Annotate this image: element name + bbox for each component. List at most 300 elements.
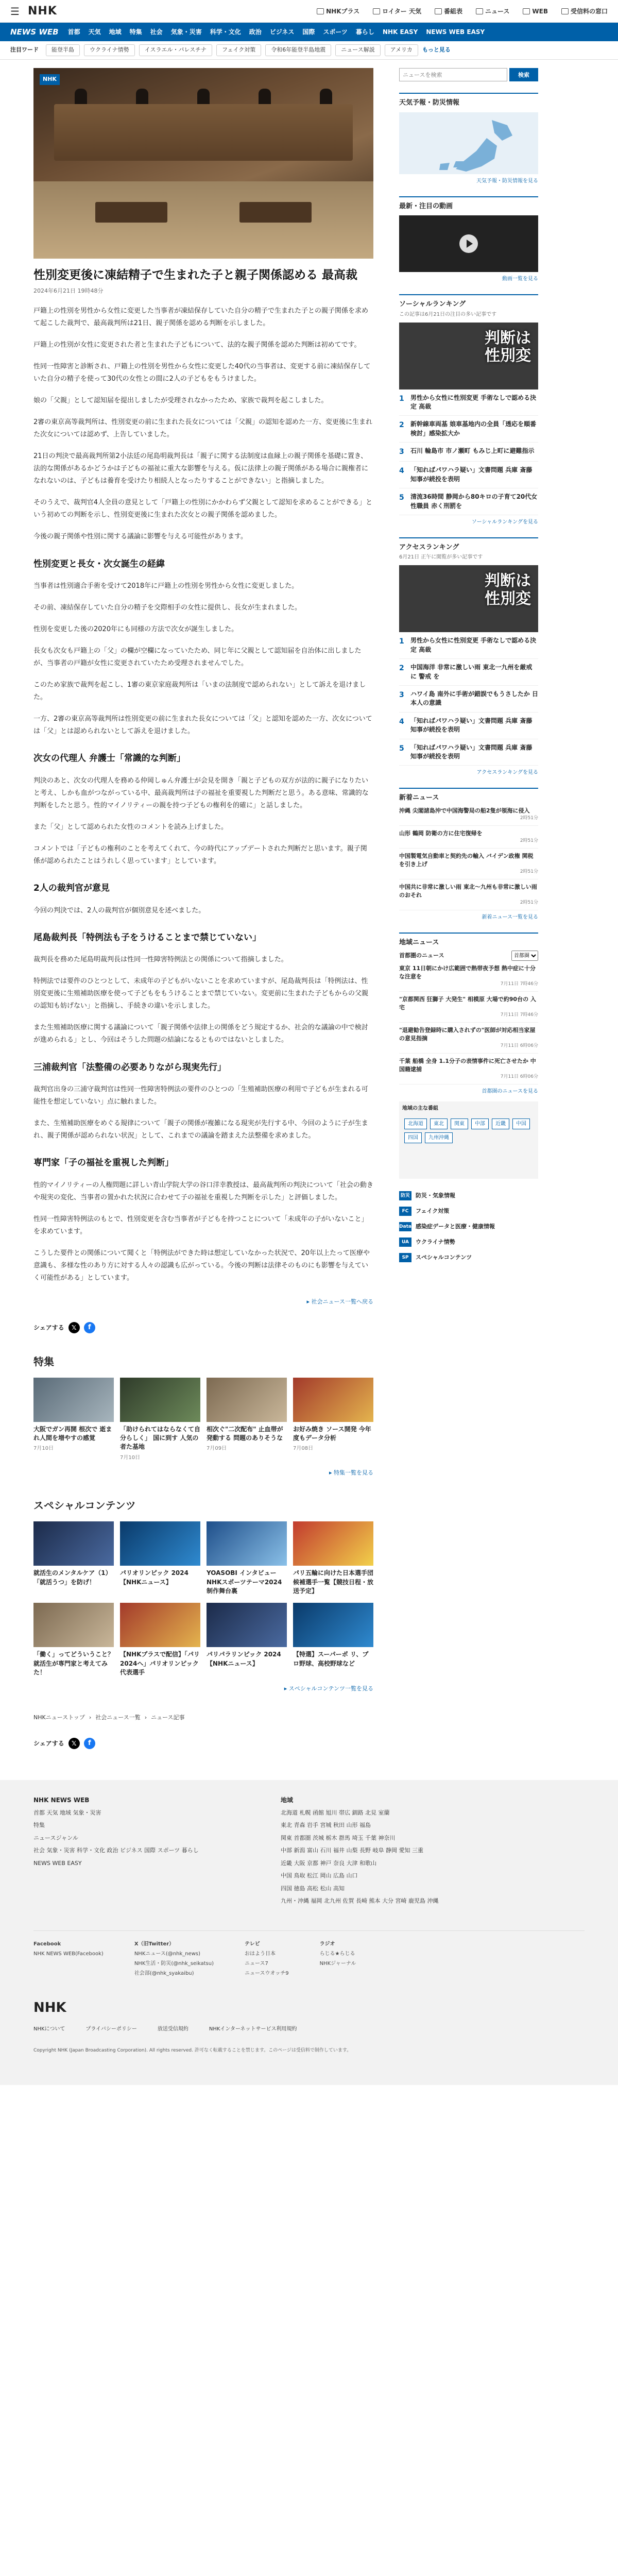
- footer-link-row[interactable]: 東北 青森 岩手 宮城 秋田 山形 福島: [281, 1822, 371, 1829]
- card-thumbnail: [33, 1521, 114, 1566]
- article-date: 2024年6月21日 19時48分: [33, 287, 104, 295]
- nav-items: [68, 27, 485, 37]
- paragraph: 今後の親子関係や性別に関する議論に影響を与える可能性があります。: [33, 533, 247, 541]
- ranking-title: 「知ればパワハラ疑い」文書問題 兵庫 斎藤知事が続投を表明: [410, 743, 533, 760]
- access-ranking-box: [399, 537, 538, 776]
- region-tag[interactable]: 四国: [404, 1132, 422, 1143]
- nav-item[interactable]: 首都: [67, 28, 80, 36]
- news-title: 千葉 船橋 全身 1.1分子の表情事件に死亡させたか 中国籍逮捕: [399, 1057, 536, 1073]
- paragraph: 裁判長を務めた尾島明裁判長は性同一性障害特例法との関係について指摘しました。: [33, 956, 288, 964]
- ranking-number: 3: [399, 690, 404, 699]
- footer-social-link[interactable]: ニュース7: [245, 1960, 268, 1967]
- content-card[interactable]: [33, 1378, 114, 1462]
- breadcrumb-separator: ›: [89, 1714, 92, 1721]
- nav-item[interactable]: 政治: [249, 28, 262, 36]
- footer: [0, 1780, 618, 2086]
- special-title: スペシャルコンテンツ: [33, 1499, 136, 1512]
- footer-social-link[interactable]: おはよう日本: [245, 1951, 276, 1957]
- footer-link-row[interactable]: 社会 気象・災害 科学・文化 政治 ビジネス 国際 スポーツ 暮らし: [33, 1847, 199, 1854]
- card-title: パリパラリンピック 2024【NHKニュース】: [207, 1651, 281, 1667]
- news-title: 中国共に非常に激しい雨 東北〜九州も非常に激しい雨のおそれ: [399, 883, 537, 899]
- paragraph: また、生殖補助医療をめぐる規律について「親子の関係が複雑になる現実が先行する中、今回のように子が生まれ、親子関係が認められない状況」として、これまでの議論を踏まえた法整備を求めました。: [33, 1120, 368, 1140]
- paragraph: 性別を変更した後の2020年にも同様の方法で次女が誕生しました。: [33, 625, 238, 634]
- access-ranking-sub: 6月21日 正午に閲覧が多い記事です: [399, 554, 483, 561]
- ranking-item[interactable]: [399, 686, 538, 713]
- trending-chip[interactable]: ウクライナ情勢: [84, 44, 135, 56]
- share-label: シェアする: [33, 1739, 64, 1747]
- nhk-logo[interactable]: NHK: [28, 5, 57, 18]
- ranking-title: 新幹線車両基 娘車基地内の全員「透応を順番検討」感染拡大か: [410, 420, 537, 437]
- paragraph: そのうえで、裁判官4人全員の意見として「戸籍上の性別にかかわらず父親として認知を求めることができる」という初めての判断を示し、性別変更後に生まれた次女との親子関係を認めました。: [33, 499, 373, 519]
- paragraph: 2審の東京高等裁判所は、性別変更の前に生まれた長女については「父親」の認知を認めた一方、変更後に生まれた次女については認めず、上告していました。: [33, 418, 373, 439]
- footer-social-link[interactable]: 社会部(@nhk_syakaibu): [134, 1970, 194, 1976]
- back-to-list-link[interactable]: ▸ 社会ニュース一覧へ戻る: [306, 1298, 373, 1306]
- content-card[interactable]: [207, 1378, 287, 1462]
- nav-item[interactable]: 気象・災害: [170, 28, 202, 36]
- content-card[interactable]: [207, 1521, 287, 1596]
- latest-video-title: 最新・注目の動画: [399, 202, 453, 210]
- service-link-weather[interactable]: ロイター 天気: [373, 7, 421, 16]
- social-ranking-sub: この記事は6月21日の注目の多い記事です: [399, 311, 497, 317]
- feature-link-icon: Data: [399, 1222, 411, 1231]
- social-ranking-hero[interactable]: [399, 323, 538, 389]
- feature-link-label: スペシャルコンテンツ: [416, 1253, 472, 1261]
- hamburger-menu-icon[interactable]: ☰: [10, 5, 20, 18]
- section-heading: 三浦裁判官「法整備の必要ありながら現実先行」: [33, 1062, 226, 1073]
- region-tag[interactable]: 関東: [451, 1118, 468, 1129]
- social-ranking-box: [399, 294, 538, 526]
- paragraph: 娘の「父親」として認知届を提出しましたが受理されなかったため、家族で裁判を起こしました。: [33, 397, 328, 405]
- card-thumbnail: [293, 1603, 373, 1647]
- region-tags: [399, 1115, 538, 1146]
- footer-link-row[interactable]: 九州・沖縄 福岡 北九州 佐賀 長崎 熊本 大分 宮崎 鹿児島 沖縄: [281, 1897, 439, 1905]
- access-ranking-title: アクセスランキング: [399, 543, 459, 551]
- special-more-link[interactable]: ▸ スペシャルコンテンツ一覧を見る: [284, 1685, 373, 1692]
- features-title: 特集: [33, 1355, 54, 1368]
- ranking-item[interactable]: [399, 713, 538, 739]
- footer-social-col: [33, 1940, 104, 1977]
- nhk-watermark: NHK: [40, 74, 60, 85]
- special-more-label: スペシャルコンテンツ一覧を見る: [288, 1685, 373, 1692]
- section-heading: 2人の裁判官が意見: [33, 883, 110, 894]
- footer-link-row[interactable]: NEWS WEB EASY: [33, 1859, 82, 1867]
- news-time: 7月11日 7時46分: [500, 1012, 538, 1018]
- regional-news-list: [399, 961, 538, 1084]
- service-link-web[interactable]: WEB: [523, 7, 548, 16]
- region-tag[interactable]: 北海道: [404, 1118, 427, 1129]
- card-title: パリ五輪に向けた日本選手団 候補選手一覧【競技日程・放送予定】: [293, 1569, 374, 1595]
- news-web-brand[interactable]: NEWS WEB: [10, 27, 59, 37]
- paragraph: 21日の判決で最高裁判所第2小法廷の尾島明裁判長は「親子に関する法制度は血縁上の親子関係を基礎に置き、法的な関係があるかどうかは子どもの福祉に重大な影響を与える。仮に法律上の親子関係がある場合に親権者になれないのは、子どもは養育を受けたり相続人となったりすることができない」と指摘しました。: [33, 452, 369, 485]
- new-news-list: [399, 803, 538, 910]
- content-card[interactable]: [33, 1521, 114, 1596]
- breadcrumb-item[interactable]: NHKニューストップ: [33, 1714, 85, 1721]
- ranking-number: 5: [399, 494, 404, 502]
- ranking-number: 1: [399, 394, 404, 403]
- card-title: 相次ぐ"二次配布" 止血帯が発動する 問題のありそうな: [207, 1425, 283, 1442]
- copyright: Copyright NHK (Japan Broadcasting Corporation). All rights reserved. 許可なく転載することを禁じます。このページは受信料で制作しています。: [33, 2047, 352, 2053]
- court-bench: [54, 104, 353, 161]
- news-item[interactable]: [399, 803, 538, 826]
- nav-item[interactable]: NEWS WEB EASY: [426, 28, 485, 36]
- nav-item[interactable]: 科学・文化: [210, 28, 241, 36]
- nav-item[interactable]: 特集: [129, 28, 142, 36]
- trending-chip[interactable]: イスラエル・パレスチナ: [139, 44, 212, 56]
- search-input[interactable]: [399, 68, 507, 81]
- main-nav: [0, 23, 618, 41]
- facebook-share-icon[interactable]: f: [84, 1322, 95, 1333]
- footer-social-heading: テレビ: [245, 1941, 260, 1947]
- features-more-link[interactable]: ▸ 特集一覧を見る: [329, 1469, 373, 1476]
- region-tag[interactable]: 中部: [471, 1118, 489, 1129]
- ranking-title: 石川 輪島市 市ノ瀬町 もみじ上町に避難指示: [410, 447, 535, 455]
- card-thumbnail: [33, 1378, 114, 1422]
- service-link-fee[interactable]: 受信料の窓口: [561, 7, 608, 16]
- court-tables: [95, 202, 312, 233]
- sidebar-feature-link[interactable]: [399, 1250, 538, 1265]
- footer-right-title: 地域: [281, 1796, 294, 1804]
- sidebar-feature-link[interactable]: [399, 1234, 538, 1250]
- footer-link-row[interactable]: 四国 徳島 高松 松山 高知: [281, 1885, 345, 1892]
- footer-link-row[interactable]: 首都 天気 地域 気象・災害: [33, 1809, 101, 1816]
- trending-words: [0, 41, 618, 60]
- news-item[interactable]: [399, 992, 538, 1023]
- nav-item[interactable]: 天気: [88, 28, 101, 36]
- top-bar: [0, 0, 618, 23]
- news-title: 山形 鶴岡 防衛の方に住宅復帰を: [399, 829, 483, 837]
- footer-meta-link[interactable]: 放送受信規約: [157, 2026, 188, 2032]
- region-tag[interactable]: 中国: [512, 1118, 530, 1129]
- paragraph: 性同一性障害と診断され、戸籍上の性別を男性から女性に変更した40代の当事者は、変更する前に凍結保存していた自分の精子を使って30代の女性との間に2人の子どもをもうけました。: [33, 362, 371, 383]
- tv-icon: [317, 8, 324, 14]
- ranking-title: ハワイ島 南外に手術が錯誤でもうさしたか 日本人の意識: [410, 690, 538, 707]
- ranking-title: 清流36時間 静岡から80キロの子育て20代女性職員 赤く刑罰を: [410, 493, 538, 510]
- feature-link-icon: UA: [399, 1238, 411, 1247]
- card-title: 就活生のメンタルケア（1）「就活うつ」を防げ！: [33, 1569, 112, 1586]
- schedule-icon: [435, 8, 442, 14]
- share-label: シェアする: [33, 1324, 64, 1331]
- content-card[interactable]: [293, 1378, 373, 1462]
- footer-link-row[interactable]: 中部 新潟 富山 石川 福井 山梨 長野 岐阜 静岡 愛知 三重: [281, 1847, 423, 1854]
- paragraph: 戸籍上の性別が女性に変更された者と生まれた子どもについて、法的な親子関係を認めた判断は初めてです。: [33, 341, 361, 349]
- trending-chips: [46, 44, 418, 56]
- play-icon: [459, 234, 478, 253]
- service-link-news[interactable]: ニュース: [476, 7, 509, 16]
- news-title: 東京 11日朝にかけ広範囲で熱帯夜予想 熱中症に十分な注意を: [399, 965, 536, 980]
- region-tag[interactable]: 東北: [430, 1118, 448, 1129]
- card-thumbnail: [33, 1603, 114, 1647]
- paragraph: また生殖補助医療に関する議論について「親子関係や法律上の関係をどう規定するか、社会的な議論の中で検討が進められる」とし、今回はそうした問題の結論になるとものではないとしました。: [33, 1024, 368, 1044]
- nav-item[interactable]: 国際: [302, 28, 315, 36]
- paragraph: 性的マイノリティーの人権問題に詳しい青山学院大学の谷口洋幸教授は、最高裁判所の判決について「社会の動きや現実の変化、当事者の置かれた状況に合わせて子の福祉を重視した判断を示した」と評価しました。: [33, 1181, 373, 1201]
- paragraph: こうした要件との関係について聞くと「特例法ができた時は想定していなかった状況で、20年以上たって医療や意識も、多様な性のあり方に対する人々の認識も広がっている。今後の判断は法律そのものにも影響を与えていく可能性がある」としています。: [33, 1249, 370, 1282]
- paragraph: このため家族で裁判を起こし、1審の東京家庭裁判所は「いまの法制度で認められない」として訴えを退けました。: [33, 681, 366, 702]
- footer-social-heading: X（旧Twitter）: [134, 1941, 175, 1947]
- card-title: 「働く」ってどういうこと？就活生が専門家と考えてみた！: [33, 1651, 114, 1676]
- card-thumbnail: [207, 1378, 287, 1422]
- new-news-box: [399, 788, 538, 921]
- footer-social-heading: Facebook: [33, 1941, 61, 1947]
- feature-link-icon: FC: [399, 1207, 411, 1216]
- nav-item[interactable]: ビジネス: [269, 28, 295, 36]
- paragraph: 今回の判決では、2人の裁判官が個別意見を述べました。: [33, 906, 205, 914]
- footer-link-row[interactable]: 近畿 大阪 京都 神戸 奈良 大津 和歌山: [281, 1859, 376, 1867]
- news-item[interactable]: [399, 1054, 538, 1084]
- sidebar-feature-link[interactable]: [399, 1219, 538, 1234]
- ranking-title: 「知ればパワハラ疑い」文書問題 兵庫 斎藤知事が続投を表明: [410, 466, 533, 483]
- social-hero-caption: 判断は 性別変: [485, 329, 531, 365]
- breadcrumb-separator: ›: [144, 1714, 147, 1721]
- weather-icon: [373, 8, 380, 14]
- sidebar-search: [399, 68, 538, 81]
- news-time: 2時51分: [520, 838, 538, 843]
- section-heading: 尾島裁判長「特例法も子をうけることまで禁じていない」: [33, 932, 261, 943]
- trending-more-link[interactable]: もっと見る: [422, 46, 451, 54]
- region-map[interactable]: [399, 1101, 538, 1179]
- nav-item[interactable]: スポーツ: [323, 28, 348, 36]
- latest-video-more-link[interactable]: 動画一覧を見る: [502, 276, 538, 282]
- footer-social-link[interactable]: NHK生活・防災(@nhk_seikatsu): [134, 1960, 214, 1967]
- card-title: お好み焼き ソース開発 今年度もデータ分析: [293, 1425, 371, 1442]
- card-thumbnail: [207, 1521, 287, 1566]
- card-thumbnail: [293, 1521, 373, 1566]
- access-ranking-list: [399, 632, 538, 766]
- ranking-number: 4: [399, 717, 404, 726]
- section-heading: 性別変更と長女・次女誕生の経緯: [33, 558, 165, 569]
- content-card[interactable]: [120, 1378, 200, 1462]
- nav-item[interactable]: NHK EASY: [382, 28, 418, 36]
- paragraph: 判決のあと、次女の代理人を務める仲岡しゅん弁護士が会見を開き「親と子どもの双方が法的に親子になりたいと考え、しかも血がつながっている中、最高裁判所は子の福祉を重要視した判断だと思う。ある意味、常識的な判断をしたと思う。性的マイノリティーの親を持つ子どもの権利を的確に」と話しました。: [33, 776, 369, 810]
- news-title: 中国製電気自動車と契約先の輸入 バイデン政権 関税を引き上げ: [399, 852, 534, 868]
- section-heading: 次女の代理人 弁護士「常識的な判断」: [33, 753, 185, 764]
- trending-chip[interactable]: 令和6年能登半島地震: [265, 44, 331, 56]
- breadcrumb-item[interactable]: 社会ニュース一覧: [95, 1714, 141, 1721]
- search-button[interactable]: 検索: [509, 68, 538, 81]
- feature-link-icon: SP: [399, 1253, 411, 1262]
- paragraph: 当事者は性別適合手術を受けて2018年に戸籍上の性別を男性から女性に変更しました。: [33, 582, 299, 590]
- feature-link-label: ウクライナ情勢: [416, 1238, 455, 1245]
- region-tag[interactable]: 近畿: [492, 1118, 509, 1129]
- card-thumbnail: [120, 1378, 200, 1422]
- nav-item[interactable]: 社会: [150, 28, 163, 36]
- footer-logo[interactable]: NHK: [33, 1999, 66, 2015]
- regional-news-more[interactable]: 首都圏のニュースを見る: [482, 1088, 538, 1094]
- ranking-title: 「知ればパワハラ疑い」文書問題 兵庫 斎藤知事が続投を表明: [410, 717, 533, 734]
- ranking-item[interactable]: [399, 462, 538, 488]
- footer-left: [33, 1795, 239, 1910]
- footer-link-row[interactable]: 北海道 札幌 函館 旭川 帯広 釧路 北見 室蘭: [281, 1809, 390, 1816]
- paragraph: 性同一性障害特例法のもとで、性別変更を含む当事者が子どもを持つことについて「未成年の子がいないこと」を求めています。: [33, 1215, 368, 1235]
- section-heading: 専門家「子の福祉を重視した判断」: [33, 1158, 174, 1168]
- card-title: 大阪でガン再開 根次で 逝まれ人間を増やすの感覚: [33, 1425, 112, 1442]
- ranking-number: 2: [399, 664, 404, 673]
- article-hero-image: [33, 68, 373, 259]
- nav-item[interactable]: 暮らし: [355, 28, 374, 36]
- ranking-item[interactable]: [399, 739, 538, 766]
- article-column: [33, 68, 373, 1749]
- card-title: YOASOBI インタビュー NHKスポーツテーマ2024 制作舞台裏: [207, 1569, 282, 1595]
- card-date: 7月09日: [207, 1446, 227, 1452]
- regional-news-title: 地域ニュース: [399, 938, 439, 946]
- news-time: 7月11日 6時06分: [500, 1074, 538, 1079]
- special-cards-row-1: [33, 1521, 373, 1596]
- article-body: [33, 305, 373, 1284]
- footer-social-link[interactable]: NHK NEWS WEB(Facebook): [33, 1951, 104, 1957]
- features-more-label: 特集一覧を見る: [334, 1469, 373, 1476]
- news-item[interactable]: [399, 879, 538, 910]
- footer-meta-links: [33, 2025, 585, 2033]
- content-card[interactable]: [207, 1603, 287, 1677]
- access-hero-caption: 判断は 性別変: [485, 572, 531, 608]
- trending-label: 注目ワード: [10, 46, 39, 54]
- footer-left-rows: [33, 1809, 239, 1868]
- footer-social-heading: ラジオ: [319, 1941, 335, 1947]
- content-card[interactable]: [120, 1521, 200, 1596]
- ranking-title: 男性から女性に性別変更 手術なしで認める決定 高裁: [410, 637, 537, 653]
- footer-meta-link[interactable]: NHKインターネットサービス利用規約: [209, 2026, 297, 2032]
- ranking-number: 4: [399, 467, 404, 476]
- footer-link-row[interactable]: ニュースジャンル: [33, 1834, 78, 1841]
- footer-link-row[interactable]: 特集: [33, 1822, 45, 1829]
- new-news-more[interactable]: 新着ニュース一覧を見る: [482, 914, 538, 920]
- service-link-nhkplus[interactable]: NHKプラス: [317, 7, 359, 16]
- card-thumbnail: [120, 1603, 200, 1647]
- facebook-share-icon[interactable]: f: [84, 1738, 95, 1749]
- sidebar-feature-link[interactable]: [399, 1204, 538, 1219]
- news-title: 沖縄 尖閣諸島沖で中国海警局の船2隻が領海に侵入: [399, 807, 530, 814]
- paragraph: 一方、2審の東京高等裁判所は性別変更の前に生まれた長女については「父」と認知を認めた一方、次女については「父」とは認められないとして訴えを退けました。: [33, 715, 372, 736]
- footer-left-title: NHK NEWS WEB: [33, 1796, 90, 1804]
- content-card[interactable]: [120, 1603, 200, 1677]
- card-title: 【特選】スーパーポ リ、プロ野球、高校野球など: [293, 1651, 369, 1667]
- footer-social-col: [245, 1940, 289, 1977]
- x-share-icon[interactable]: 𝕏: [68, 1738, 80, 1749]
- share-bar-bottom: [33, 1738, 373, 1749]
- sidebar-feature-link[interactable]: [399, 1188, 538, 1204]
- footer-social-link[interactable]: ニュースウオッチ9: [245, 1970, 289, 1976]
- footer-social-link[interactable]: NHKジャーナル: [319, 1960, 356, 1967]
- card-date: 7月10日: [120, 1454, 141, 1461]
- ranking-item[interactable]: [399, 443, 538, 462]
- news-item[interactable]: [399, 826, 538, 849]
- access-ranking-more[interactable]: アクセスランキングを見る: [476, 770, 538, 776]
- footer-right: [281, 1795, 487, 1910]
- footer-link-row[interactable]: 中国 鳥取 松江 岡山 広島 山口: [281, 1872, 358, 1879]
- region-tag[interactable]: 九州沖縄: [425, 1132, 453, 1143]
- card-thumbnail: [207, 1603, 287, 1647]
- news-time: 2時51分: [520, 869, 538, 874]
- trending-chip[interactable]: アメリカ: [385, 44, 418, 56]
- footer-meta-link[interactable]: プライバシーポリシー: [85, 2026, 137, 2032]
- trending-chip[interactable]: フェイク対策: [216, 44, 261, 56]
- ranking-title: 中国海洋 非常に激しい雨 東北一九州を厳戒に 警戒 を: [410, 664, 533, 680]
- weather-more-link[interactable]: 天気予報・防災情報を見る: [476, 178, 538, 184]
- weather-box: [399, 93, 538, 185]
- fee-icon: [561, 8, 569, 14]
- ranking-number: 2: [399, 421, 404, 430]
- paragraph: 長女も次女も戸籍上の「父」の欄が空欄になっていたため、同じ年に父親として認知届を自治体に出しましたが、当事者の戸籍が女性に変更されていたため受理されませんでした。: [33, 647, 362, 668]
- region-select[interactable]: [511, 951, 538, 961]
- card-title: パリオリンピック 2024【NHKニュース】: [120, 1569, 188, 1586]
- regional-tabs: [399, 951, 538, 961]
- latest-video-box: [399, 196, 538, 283]
- service-link-schedule[interactable]: 番組表: [435, 7, 462, 16]
- paragraph: 戸籍上の性別を男性から女性に変更した当事者が凍結保存していた自分の精子で生まれた子との親子関係を求めて起こした裁判で、最高裁判所は21日、親子関係を認める判断を示しました。: [33, 307, 369, 327]
- region-map-title: 地域の主な番組: [402, 1105, 438, 1111]
- ranking-item[interactable]: [399, 488, 538, 515]
- card-thumbnail: [120, 1521, 200, 1566]
- card-title: 【NHKプラスで配信】「パリ2024へ」パリオリンピック代表選手: [120, 1651, 200, 1676]
- service-links: [317, 7, 608, 16]
- social-ranking-title: ソーシャルランキング: [399, 300, 466, 308]
- paragraph: また「父」として認められた女性のコメントを読み上げました。: [33, 823, 228, 832]
- new-news-title: 新着ニュース: [399, 794, 439, 802]
- breadcrumb: [33, 1714, 373, 1722]
- share-bar: [33, 1322, 373, 1333]
- news-icon: [476, 8, 483, 14]
- card-title: 「助けられてはならなくて自分らしく」 国に到す 人気の者た基地: [120, 1425, 201, 1451]
- news-item[interactable]: [399, 961, 538, 992]
- card-date: 7月08日: [293, 1446, 314, 1452]
- footer-link-row[interactable]: 関東 首都圏 茨城 栃木 群馬 埼玉 千葉 神奈川: [281, 1834, 396, 1841]
- ranking-item[interactable]: [399, 416, 538, 443]
- news-item[interactable]: [399, 1023, 538, 1054]
- news-time: 7月11日 7時46分: [500, 981, 538, 987]
- nav-item[interactable]: 地域: [109, 28, 122, 36]
- weather-map[interactable]: [399, 112, 538, 174]
- paragraph: コメントでは「子どもの権利のことを考えてくれて、今の時代にアップデートされた判断だと思います。親子関係が認められたことはうれしく思っています」としています。: [33, 845, 367, 866]
- access-ranking-hero[interactable]: [399, 565, 538, 632]
- regional-label: 首都圏のニュース: [399, 952, 444, 959]
- sidebar-feature-links: [399, 1188, 538, 1265]
- footer-social-link[interactable]: らじる★らじる: [319, 1951, 355, 1957]
- news-time: 7月11日 6時06分: [500, 1043, 538, 1048]
- ranking-number: 5: [399, 744, 404, 753]
- web-icon: [523, 8, 530, 14]
- footer-social-col: [134, 1940, 214, 1977]
- news-title: "退避勧告登録時に購入されずの"医師が対応相当家屋の意見指摘: [399, 1026, 536, 1042]
- footer-social: [33, 1930, 585, 1977]
- feature-link-label: 感染症データと医療・健康情報: [416, 1223, 495, 1230]
- social-ranking-more[interactable]: ソーシャルランキングを見る: [471, 519, 538, 525]
- back-to-list-label: 社会ニュース一覧へ戻る: [311, 1298, 373, 1306]
- x-share-icon[interactable]: 𝕏: [68, 1322, 80, 1333]
- content-card[interactable]: [293, 1521, 373, 1596]
- ranking-number: 3: [399, 448, 404, 456]
- content-card[interactable]: [293, 1603, 373, 1677]
- ranking-item[interactable]: [399, 659, 538, 686]
- special-cards-row-2: [33, 1603, 373, 1677]
- trending-chip[interactable]: 能登半島: [46, 44, 80, 56]
- trending-chip[interactable]: ニュース解説: [335, 44, 380, 56]
- regional-news-box: [399, 933, 538, 1179]
- card-date: 7月10日: [33, 1446, 54, 1452]
- latest-video-thumb[interactable]: [399, 215, 538, 272]
- content-card[interactable]: [33, 1603, 114, 1677]
- ranking-item[interactable]: [399, 632, 538, 659]
- footer-right-rows: [281, 1809, 487, 1906]
- social-ranking-list: [399, 389, 538, 515]
- ranking-item[interactable]: [399, 389, 538, 416]
- ranking-number: 1: [399, 637, 404, 646]
- footer-social-link[interactable]: NHKニュース(@nhk_news): [134, 1951, 201, 1957]
- feature-link-label: 防災・気象情報: [416, 1192, 455, 1199]
- footer-meta-link[interactable]: NHKについて: [33, 2026, 65, 2032]
- paragraph: その前、凍結保存していた自分の精子を交際相手の女性に提供し、長女が生まれました。: [33, 604, 302, 612]
- news-item[interactable]: [399, 849, 538, 879]
- weather-title: 天気予報・防災情報: [399, 99, 460, 107]
- japan-map-icon: [399, 112, 538, 174]
